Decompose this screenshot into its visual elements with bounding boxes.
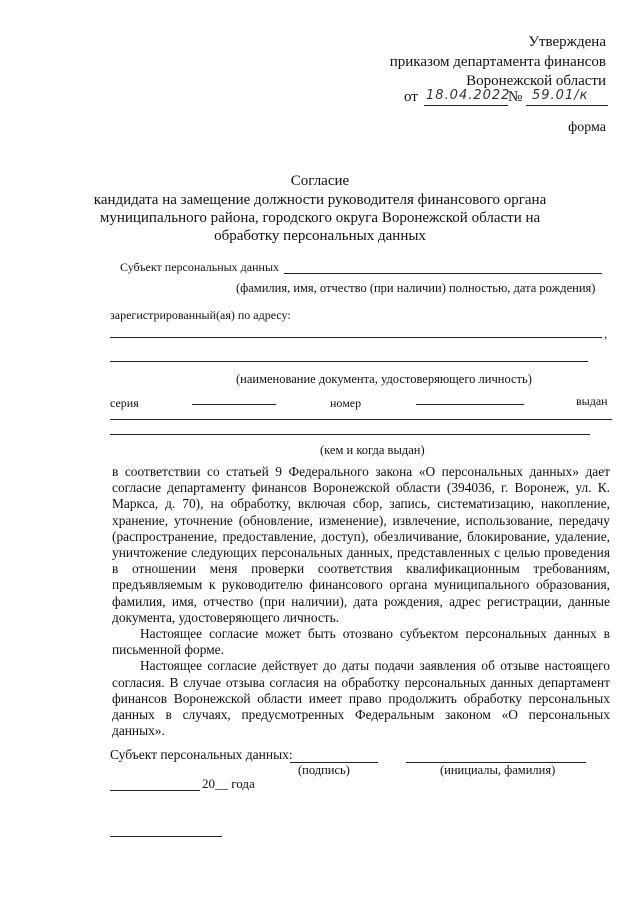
- approval-date-number: [400, 86, 610, 108]
- approval-line-2: приказом департамента финансов: [389, 54, 606, 70]
- title-line-1: Согласие: [290, 173, 350, 189]
- number-label: №: [508, 89, 523, 105]
- passport-number-line[interactable]: [416, 404, 524, 405]
- consent-body: [112, 464, 610, 739]
- signature-subject-label: Субъект персональных данных:: [110, 747, 293, 762]
- handwritten-date: 18.04.2022: [426, 88, 511, 103]
- address-comma: ,: [604, 326, 608, 341]
- footnote-separator: [110, 836, 222, 837]
- date-underline: [424, 105, 508, 106]
- approval-line-3: Воронежской области: [466, 73, 606, 89]
- title-line-3: муниципального района, городского округа Воронежской области на: [99, 210, 541, 226]
- address-line-1[interactable]: [110, 337, 602, 338]
- registered-label: зарегистрированный(ая) по адресу:: [110, 308, 291, 322]
- doc-hint: (наименование документа, удостоверяющего личность): [236, 372, 532, 386]
- number-underline: [526, 105, 608, 106]
- date-day-month-line[interactable]: [110, 790, 200, 791]
- year-text: 20__ года: [202, 776, 255, 791]
- from-label: от: [404, 89, 418, 105]
- series-line[interactable]: [192, 404, 276, 405]
- passport-number-label: номер: [330, 396, 362, 410]
- issued-line-2[interactable]: [110, 434, 590, 435]
- initials-hint: (инициалы, фамилия): [440, 763, 556, 777]
- title-line-4: обработку персональных данных: [214, 228, 426, 244]
- signature-hint: (подпись): [298, 763, 350, 777]
- consent-paragraph-3: Настоящее согласие действует до даты подачи заявления об отзыве настоящего согласия. В случае отзыва согласия на обработку персональных данных департамент финансов Воронежской области имеет право продолжить обработку персональных данных в случаях, предусмотренных Федеральным законом «О персональных данных».: [112, 658, 610, 739]
- series-label: серия: [110, 396, 139, 410]
- issued-line-1[interactable]: [110, 419, 612, 420]
- form-label: форма: [568, 120, 606, 135]
- handwritten-number: 59.01/к: [532, 88, 589, 103]
- title-line-2: кандидата на замещение должности руководителя финансового органа: [93, 192, 547, 208]
- consent-paragraph-2: Настоящее согласие может быть отозвано субъектом персональных данных в письменной форме.: [112, 626, 610, 658]
- address-line-2[interactable]: [110, 361, 588, 362]
- approval-line-1: Утверждена: [528, 34, 606, 50]
- issued-hint: (кем и когда выдан): [320, 443, 425, 457]
- subject-label: Субъект персональных данных: [120, 260, 280, 274]
- issued-label: выдан: [576, 394, 608, 408]
- fio-hint: (фамилия, имя, отчество (при наличии) полностью, дата рождения): [236, 281, 596, 295]
- consent-paragraph-1: в соответствии со статьей 9 Федерального закона «О персональных данных» дает согласие департаменту финансов Воронежской области (394036, г. Воронеж, ул. К. Маркса, д. 70), на обработку, включая сбор, запись, систематизацию, накопление, хранение, уточнение (обновление, изменение), извлечение, использование, передачу (распространение, предоставление, доступ), обезличивание, блокирование, удаление, уничтожение следующих персональных данных, представленных с целью проведения в отношении меня проверки соответствия квалификационным требованиям, предъявляемым к руководителю финансового органа муниципального образования, фамилия, имя, отчество (при наличии), дата рождения, адрес регистрации, данные документа, удостоверяющего личность.: [112, 464, 610, 625]
- subject-fio-line[interactable]: [284, 273, 602, 274]
